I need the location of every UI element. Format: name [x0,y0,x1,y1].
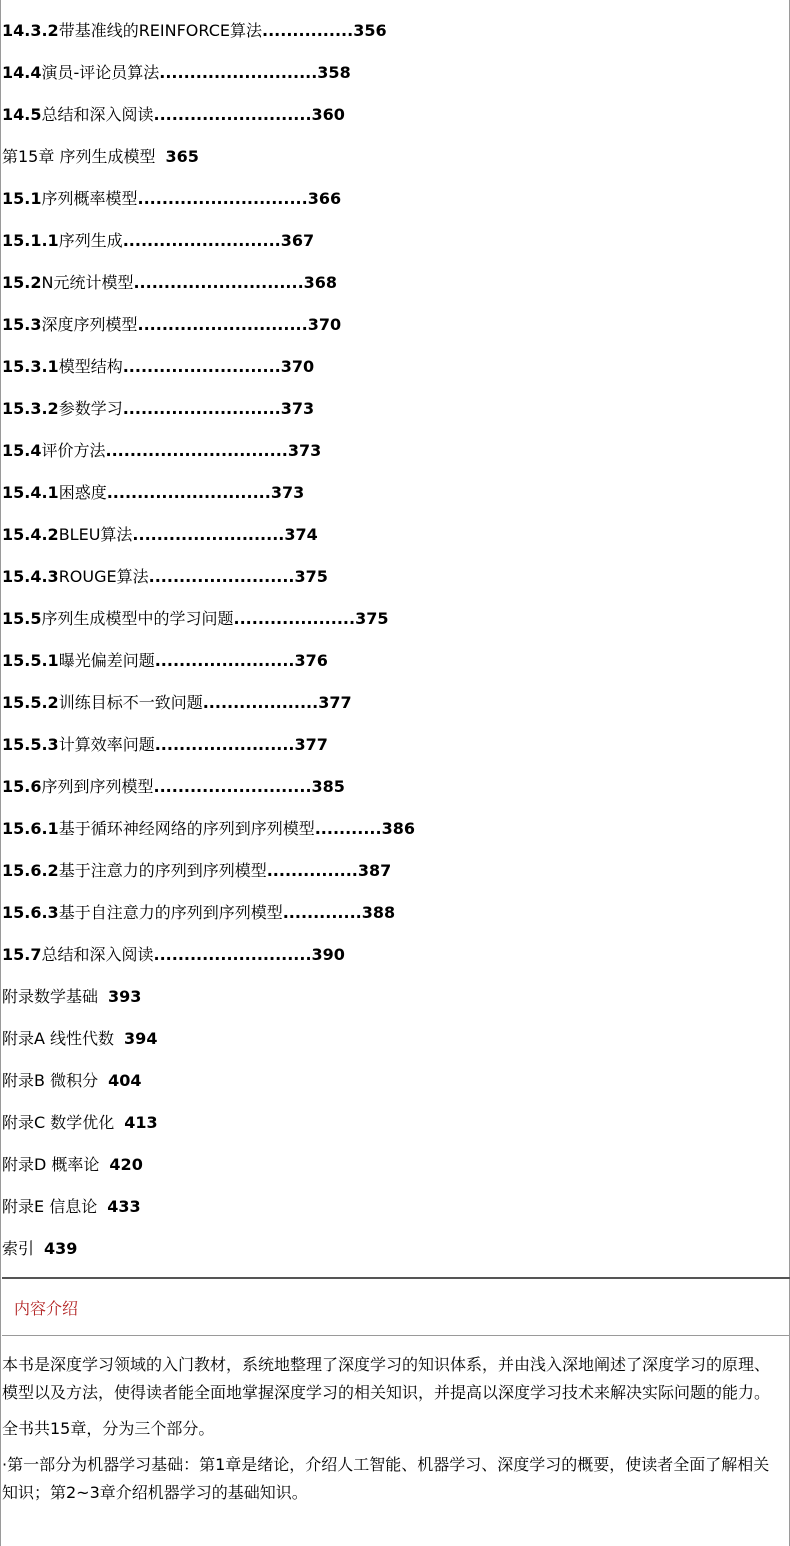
toc-entry-number: 15.6.3 [2,903,59,922]
toc-entry-title: 参数学习 [58,399,123,418]
toc-entry-title: 演员-评论员算法 [41,63,160,82]
toc-entry-leader: ............................ [137,315,308,334]
toc-entry-page: 366 [307,189,342,208]
toc-entry [1,976,789,1018]
toc-entry-title: 曝光偏差问题 [58,651,155,670]
toc-entry-page: 420 [109,1155,143,1174]
toc-entry [1,388,789,430]
toc-entry-page: 375 [355,609,389,628]
toc-entry-number: 15.6.2 [2,861,59,880]
toc-entry-page: 377 [318,693,352,712]
toc-entry-title: BLEU算法 [58,525,133,544]
toc-entry-number: 15.6 [2,777,42,796]
toc-entry-leader: ....................... [154,735,295,754]
toc-entry-title: 第15章 序列生成模型 [2,147,156,166]
toc-entry-page: 375 [294,567,328,586]
toc-entry-page: 390 [311,945,345,964]
toc-entry [1,514,789,556]
toc-entry-leader: .............................. [105,441,288,460]
toc-entry-page: 367 [280,231,315,250]
toc-entry-page: 370 [307,315,342,334]
toc-entry-number: 15.4.2 [2,525,59,544]
toc-entry-title: 基于注意力的序列到序列模型 [58,861,267,880]
toc-entry [1,1144,789,1186]
toc-entry [1,1102,789,1144]
toc-entry-title: 序列到序列模型 [41,777,154,796]
toc-entry [1,52,789,94]
toc-entry-title: 深度序列模型 [41,315,138,334]
toc-entry [1,682,789,724]
toc-entry-number: 15.4.3 [2,567,59,586]
toc-entry [1,808,789,850]
toc-entry [1,892,789,934]
toc-entry-title: 附录E 信息论 [2,1197,98,1216]
toc-entry-leader: ........... [314,819,382,838]
toc-entry-title: 困惑度 [58,483,107,502]
toc-entry [1,640,789,682]
toc-entry [1,598,789,640]
toc-entry-title: 附录B 微积分 [2,1071,99,1090]
toc-entry [1,472,789,514]
toc-entry-number: 15.3 [2,315,42,334]
toc-entry [1,346,789,388]
toc-entry-title: 附录A 线性代数 [2,1029,115,1048]
toc-entry-leader: .......................... [159,63,318,82]
toc-entry-title: 附录D 概率论 [2,1155,100,1174]
toc-entry [1,556,789,598]
toc-entry [1,850,789,892]
toc-entry-leader: .......................... [122,399,281,418]
toc-entry-page: 356 [353,21,387,40]
toc-entry-page: 385 [311,777,345,796]
toc-entry-title: 基于自注意力的序列到序列模型 [58,903,283,922]
toc-entry-page: 439 [44,1239,78,1258]
toc-entry-title: 带基准线的REINFORCE算法 [58,21,263,40]
toc-entry [1,136,789,178]
toc-entry-page: 394 [124,1029,158,1048]
toc-entry-page: 393 [108,987,142,1006]
toc-entry [1,220,789,262]
toc-entry-title: 总结和深入阅读 [41,105,154,124]
toc-entry-page: 373 [287,441,322,460]
toc-entry-number: 15.4.1 [2,483,59,502]
toc-entry-number: 14.3.2 [2,21,59,40]
toc-entry [1,934,789,976]
toc-entry [1,178,789,220]
toc-entry-title: 总结和深入阅读 [41,945,154,964]
toc-entry [1,1228,789,1270]
intro-section-header [2,1279,790,1336]
toc-entry-number: 15.3.1 [2,357,59,376]
toc-entry-title: 模型结构 [58,357,123,376]
toc-entry-number: 15.1.1 [2,231,59,250]
toc-entry-leader: ............... [266,861,358,880]
toc-entry-page: 413 [124,1113,158,1132]
intro-paragraph: 本书是深度学习领域的入门教材，系统地整理了深度学习的知识体系，并由浅入深地阐述了深度学习的原理、模型以及方法，使得读者能全面地掌握深度学习的相关知识，并提高以深度学习技术来解决实际问题的能力。 [2,1355,771,1402]
toc-entry-page: 360 [311,105,345,124]
toc-entry [1,1018,789,1060]
toc-entry-leader: ........................ [148,567,295,586]
toc-entry [1,262,789,304]
toc-entry-number: 15.2 [2,273,42,292]
toc-entry-number: 15.3.2 [2,399,59,418]
toc-entry-leader: ....................... [154,651,295,670]
intro-body [1,1351,789,1515]
toc-entry-title: 序列概率模型 [41,189,138,208]
table-of-contents [1,10,789,1270]
intro-section-title: 内容介绍 [14,1299,79,1318]
toc-entry-title: 附录数学基础 [2,987,99,1006]
toc-entry-title: 训练目标不一致问题 [58,693,203,712]
toc-entry [1,430,789,472]
toc-entry-number: 15.4 [2,441,42,460]
toc-entry-page: 388 [361,903,396,922]
toc-entry-page: 387 [357,861,392,880]
toc-entry-leader: .......................... [122,357,281,376]
toc-entry-number: 14.4 [2,63,42,82]
toc-entry-leader: ............... [262,21,354,40]
toc-entry-page: 374 [284,525,318,544]
toc-entry-number: 15.5 [2,609,42,628]
toc-entry-page: 373 [280,399,315,418]
toc-entry-number: 15.5.2 [2,693,59,712]
intro-paragraph: 全书共15章，分为三个部分。 [2,1419,215,1438]
toc-entry-number: 14.5 [2,105,42,124]
toc-entry-number: 15.5.3 [2,735,59,754]
toc-entry-number: 15.5.1 [2,651,59,670]
toc-entry-leader: .......................... [153,777,312,796]
toc-entry [1,766,789,808]
toc-entry-title: 索引 [2,1239,35,1258]
toc-entry-leader: .......................... [122,231,281,250]
toc-entry-leader: ............................ [137,189,308,208]
toc-entry-number: 15.6.1 [2,819,59,838]
toc-entry-page: 365 [165,147,199,166]
toc-entry-title: 评价方法 [41,441,106,460]
intro-paragraph: ·第一部分为机器学习基础：第1章是绪论，介绍人工智能、机器学习、深度学习的概要，使读者全面了解相关知识；第2~3章介绍机器学习的基础知识。 [2,1455,770,1502]
toc-entry-number: 15.7 [2,945,42,964]
toc-entry-leader: .................... [233,609,356,628]
toc-entry [1,94,789,136]
toc-entry-title: 附录C 数学优化 [2,1113,115,1132]
toc-entry-leader: ............................ [133,273,304,292]
toc-entry-page: 358 [317,63,351,82]
toc-entry-title: 计算效率问题 [58,735,155,754]
toc-entry-page: 386 [381,819,415,838]
toc-entry [1,10,789,52]
toc-entry-page: 377 [294,735,328,754]
toc-entry-leader: ............. [282,903,362,922]
toc-entry-page: 433 [107,1197,141,1216]
toc-entry-title: ROUGE算法 [58,567,149,586]
toc-entry-number: 15.1 [2,189,42,208]
toc-entry-page: 370 [280,357,315,376]
toc-entry [1,1060,789,1102]
toc-entry-leader: ................... [202,693,319,712]
toc-entry [1,724,789,766]
toc-entry-leader: .......................... [153,945,312,964]
toc-entry-title: 基于循环神经网络的序列到序列模型 [58,819,315,838]
toc-entry-title: 序列生成 [58,231,123,250]
toc-entry-title: 序列生成模型中的学习问题 [41,609,234,628]
toc-entry-leader: .......................... [153,105,312,124]
toc-entry [1,1186,789,1228]
toc-entry-page: 376 [294,651,328,670]
toc-entry-page: 404 [108,1071,142,1090]
toc-entry-leader: ......................... [132,525,285,544]
toc-entry-page: 368 [303,273,338,292]
toc-entry-page: 373 [270,483,305,502]
toc-entry [1,304,789,346]
toc-entry-leader: ........................... [106,483,271,502]
toc-entry-title: N元统计模型 [41,273,134,292]
